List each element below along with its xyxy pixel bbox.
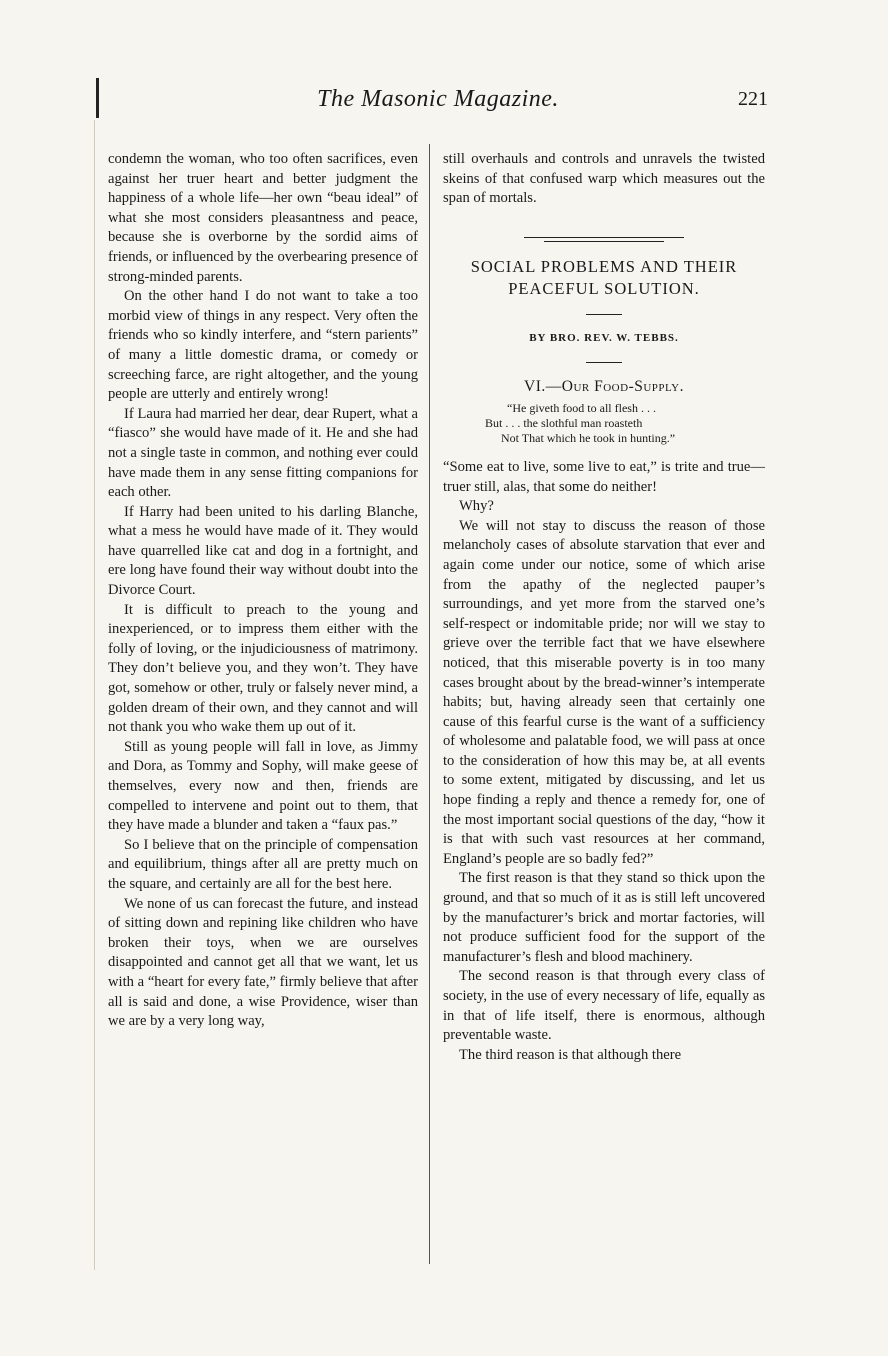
paragraph: So I believe that on the principle of compensation and equilibrium, things after all are pretty much on the square, and certainly are all for the best here. bbox=[108, 836, 418, 892]
byline: BY BRO. REV. W. TEBBS. bbox=[529, 331, 679, 344]
paragraph: If Harry had been united to his darling Blanche, what a mess he would have made of it. They would have quarrelled like cat and dog in a fortnight, and ere long have found their way without doubt into the Divorce Court. bbox=[108, 503, 418, 599]
article-title: SOCIAL PROBLEMS AND THEIR PEACEFUL SOLUTION. bbox=[470, 256, 738, 298]
continuation-paragraph: still overhauls and controls and unravels the twisted skeins of that confused warp which measures out the span of mortals. bbox=[443, 151, 765, 207]
paragraph: Still as young people will fall in love, as Jimmy and Dora, as Tommy and Sophy, will make geese of themselves, every now and then, friends are compelled to intervene and point out to them, that they have made a blunder and taken a “faux pas.” bbox=[108, 738, 418, 834]
right-column bbox=[443, 150, 765, 1065]
paragraph: Why? bbox=[459, 498, 494, 515]
paragraph: The third reason is that although there bbox=[459, 1046, 682, 1063]
byline-rule bbox=[586, 362, 622, 363]
epigraph-line: Not That which he took in hunting.” bbox=[501, 430, 676, 445]
section-title: VI.—Our Food-Supply. bbox=[524, 378, 684, 396]
margin-line bbox=[94, 120, 95, 1270]
epigraph-line: “He giveth food to all flesh . . . bbox=[507, 400, 656, 415]
left-column bbox=[108, 150, 418, 1032]
paragraph: We will not stay to discuss the reason of those melancholy cases of absolute starvation that ever and again come under our notice, some of which arise from the apathy of the neglected pauper’s surroundings, and yet more from the starved one’s self-respect or indomitable pride; nor will we stay to grieve over the terrible fact that we have elsewhere noticed, that this miserable poverty is in too many cases brought about by the bread-winner’s intemperate habits; but, having already seen that certainly one cause of this fearful curse is the want of a sufficiency of wholesome and palatable food, we will pass at once to the consideration of how this may be, at all events to some extent, mitigated by discussing, and let us hope finding a reply and thence a remedy for, one of the most important social questions of the day, “how it is that with such vast resources at her command, England’s people are so badly fed?” bbox=[443, 517, 765, 867]
epigraph-line: But . . . the slothful man roasteth bbox=[485, 415, 643, 430]
margin-mark bbox=[96, 78, 99, 118]
epigraph bbox=[443, 401, 765, 446]
page-number: 221 bbox=[738, 88, 768, 110]
paragraph: We none of us can forecast the future, and instead of sitting down and repining like children who have broken their toys, when we are ourselves disappointed and cannot get all that we want, let us with a “heart for every fate,” firmly believe that after all is said and done, a wise Providence, wiser than we are by a very long way, bbox=[108, 895, 418, 1030]
page-header bbox=[108, 86, 768, 126]
paragraph: On the other hand I do not want to take a too morbid view of things in any respect. Very often the friends who so kindly interfere, and “stern parients” of many a little domestic drama, or comedy or screeching farce, are right altogether, and the young people are utterly and entirely wrong! bbox=[108, 288, 418, 403]
paragraph: “Some eat to live, some live to eat,” is trite and true—truer still, alas, that some do neither! bbox=[443, 458, 765, 495]
paragraph: It is difficult to preach to the young and inexperienced, or to impress them either with the folly of loving, or the injudiciousness of matrimony. They don’t believe you, and they won’t. They have got, somehow or other, truly or falsely never mind, a golden dream of their own, and they cannot and will not thank you who wake them up out of it. bbox=[108, 601, 418, 736]
paragraph: The first reason is that they stand so thick upon the ground, and that so much of it as is still left uncovered by the manufacturer’s brick and mortar factories, will not produce sufficient food for the support of the manufacturer’s flesh and blood machinery. bbox=[443, 870, 765, 965]
paragraph: condemn the woman, who too often sacrifices, even against her truer heart and better judgment the happiness of a whole life—her own “beau ideal” of what she most considers pleasantness and peace, because she is overborne by the sordid aims of friends, or influenced by the overbearing presence of strong-minded parents. bbox=[108, 151, 418, 285]
paragraph: If Laura had married her dear, dear Rupert, what a “fiasco” she would have made of it. He and she had not a single taste in common, and nothing ever could have made them in any sense fitting companions for each other. bbox=[108, 405, 418, 501]
paragraph: The second reason is that through every class of society, in the use of every necessary of life, equally as in that of life itself, there is enormous, although preventable waste. bbox=[443, 968, 765, 1044]
section-separator bbox=[524, 237, 684, 242]
title-rule bbox=[586, 314, 622, 315]
column-divider bbox=[429, 144, 430, 1264]
running-title: The Masonic Magazine. bbox=[317, 86, 559, 112]
